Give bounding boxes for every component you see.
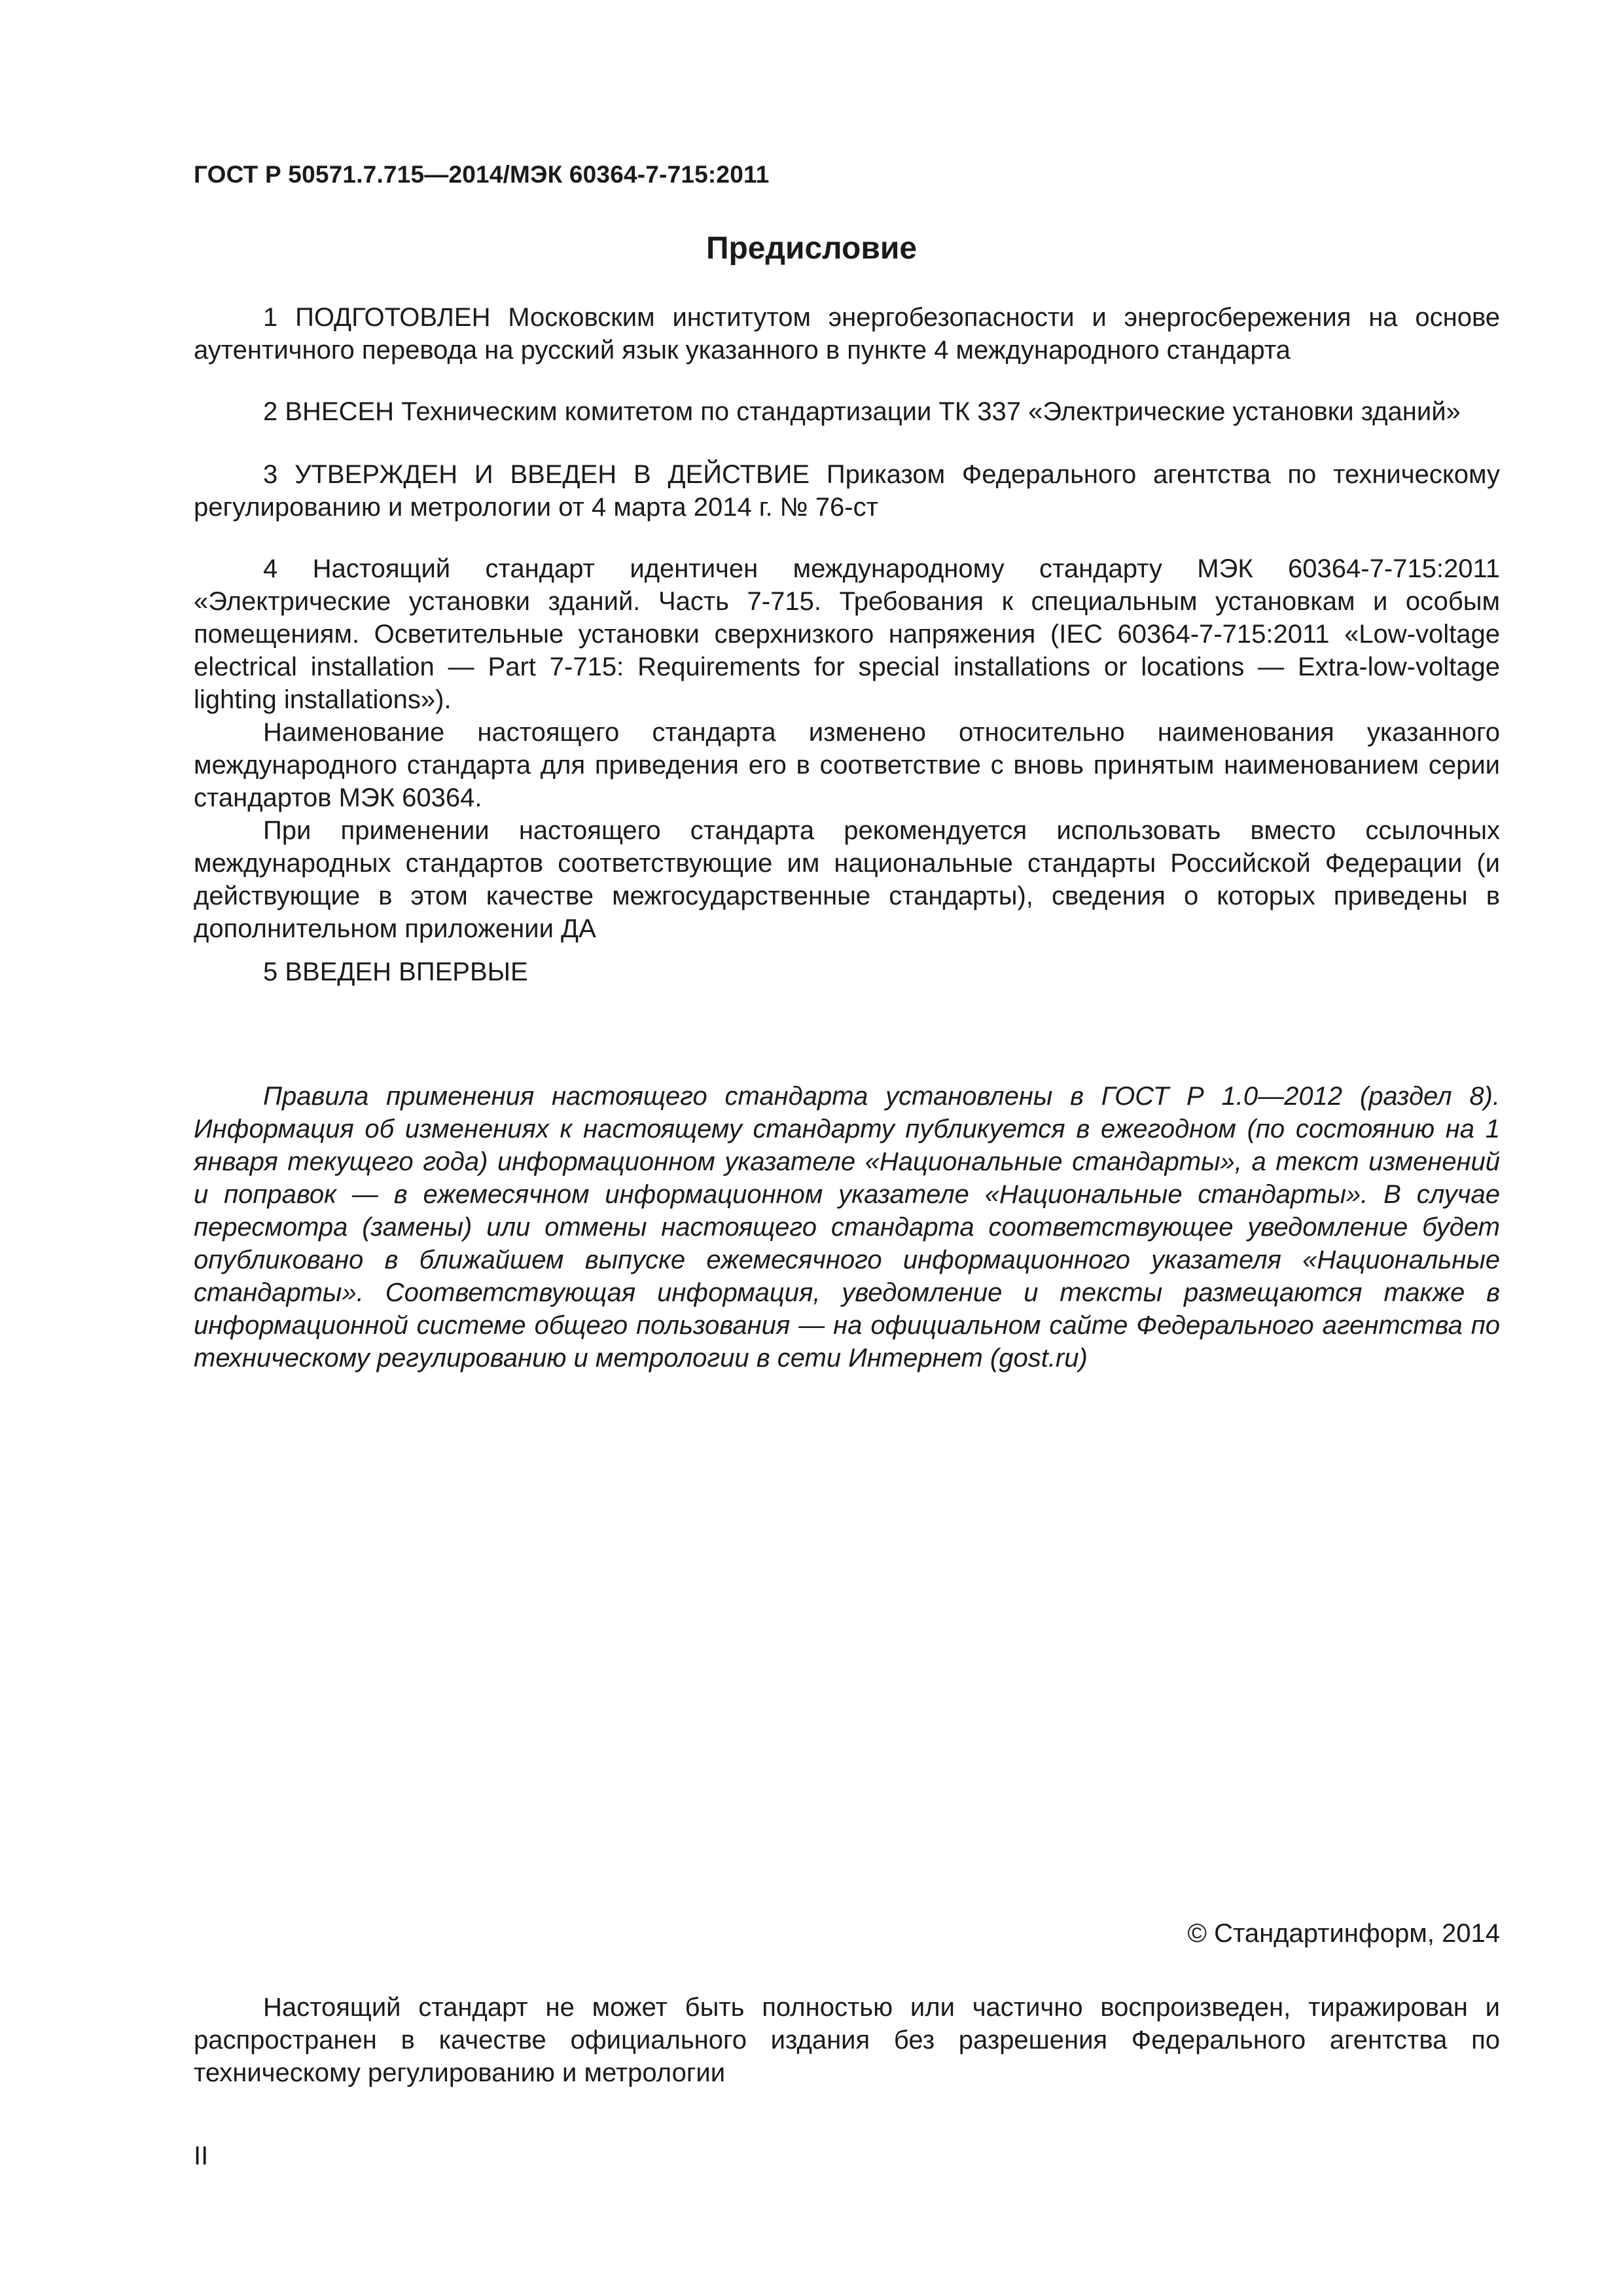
- foreword-paragraph: 5 ВВЕДЕН ВПЕРВЫЕ: [263, 958, 528, 986]
- foreword-paragraph: 3 УТВЕРЖДЕН И ВВЕДЕН В ДЕЙСТВИЕ Приказом Федерального агентства по техническому регулированию и метрологии от 4 марта 2014 г. № 76-ст: [194, 460, 1500, 522]
- foreword-paragraph: 1 ПОДГОТОВЛЕН Московским институтом энергобезопасности и энергосбережения на основе аутентичного перевода на русский язык указанного в пункте 4 международного стандарта: [194, 303, 1500, 365]
- reproduction-notice: [194, 1991, 1500, 2089]
- page-title: Предисловие: [705, 231, 918, 266]
- foreword-paragraph: Наименование настоящего стандарта изменено относительно наименования указанного международного стандарта для приведения его в соответствие с вновь принятым наименованием серии стандартов МЭК 60364.: [194, 718, 1500, 812]
- foreword-item-5: [194, 956, 1500, 988]
- rules-notice-text: Правила применения настоящего стандарта установлены в ГОСТ Р 1.0—2012 (раздел 8). Информация об изменениях к настоящему стандарту публикуется в ежегодном (по состоянию на 1 января текущего года) информационном указателе «Национальные стандарты», а текст изменений и поправок — в ежемесячном информационном указателе «Национальные стандарты». В случае пересмотра (замены) или отмены настоящего стандарта соответствующее уведомление будет опубликовано в ближайшем выпуске ежемесячного информационного указателя «Национальные стандарты». Соответствующая информация, уведомление и тексты размещаются также в информационной системе общего пользования — на официальном сайте Федерального агентства по техническому регулированию и метрологии в сети Интернет (gost.ru): [194, 1082, 1500, 1372]
- foreword-item-2: [194, 395, 1500, 428]
- foreword-item-3: [194, 458, 1500, 524]
- foreword-paragraph: При применении настоящего стандарта рекомендуется использовать вместо ссылочных международных стандартов соответствующие им национальные стандарты Российской Федерации (и действующие в этом качестве межгосударственные стандарты), сведения о которых приведены в дополнительном приложении ДА: [194, 816, 1500, 943]
- copyright: © Стандартинформ, 2014: [1187, 1919, 1500, 1948]
- foreword-item-4: [194, 552, 1500, 945]
- rules-notice: [194, 1080, 1500, 1374]
- foreword-item-1: [194, 301, 1500, 367]
- reproduction-notice-text: Настоящий стандарт не может быть полностью или частично воспроизведен, тиражирован и распространен в качестве официального издания без разрешения Федерального агентства по техническому регулированию и метрологии: [194, 1993, 1500, 2087]
- foreword-paragraph: 2 ВНЕСЕН Техническим комитетом по стандартизации ТК 337 «Электрические установки зданий»: [263, 397, 1461, 426]
- document-designation: ГОСТ Р 50571.7.715—2014/МЭК 60364-7-715:2011: [194, 161, 770, 188]
- page-number: II: [194, 2142, 209, 2170]
- foreword-paragraph: 4 Настоящий стандарт идентичен международному стандарту МЭК 60364-7-715:2011 «Электрические установки зданий. Часть 7-715. Требования к специальным установкам и особым помещениям. Осветительные установки сверхнизкого напряжения (IEC 60364-7-715:2011 «Low-voltage electrical installation — Part 7-715: Requirements for special installations or locations — Extra-low-voltage lighting installations»).: [194, 554, 1500, 714]
